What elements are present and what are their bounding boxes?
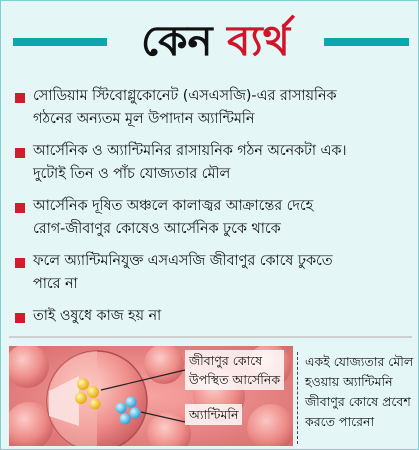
- bullet-line: গঠনের অন্যতম মূল উপাদান অ্যান্টিমনি: [33, 111, 255, 127]
- title-left-rule: [13, 38, 107, 46]
- side-note-line: হওয়ায় অ্যান্টিমনি: [305, 374, 393, 389]
- bullet-line: রোগ-জীবাণুর কোষেও আর্সেনিক ঢুকে থাকে: [33, 221, 281, 237]
- arsenic-atom: [90, 399, 101, 410]
- arsenic-atom: [75, 392, 87, 404]
- bullet-square-icon: [15, 148, 25, 158]
- bullet-square-icon: [15, 203, 25, 213]
- header: [1, 7, 419, 75]
- arsenic-atom: [87, 386, 99, 398]
- bullet-line: দুটোই তিন ও পাঁচ যোজ্যতার মৌল: [33, 166, 231, 182]
- bullet-line: পারে না: [33, 276, 78, 292]
- antimony-atom: [130, 408, 141, 419]
- bullet-list: [15, 85, 413, 337]
- title-right-rule: [324, 38, 409, 46]
- bullet-line: আর্সেনিক দূষিত অঞ্চলে কালাজ্বর আক্রান্তের দেহে: [33, 198, 314, 214]
- diagram-panel: [9, 336, 412, 446]
- antimony-atom: [126, 397, 137, 408]
- bullet-line: ফলে অ্যান্টিমনিযুক্ত এসএসজি জীবাণুর কোষে ঢুকতে: [33, 253, 333, 269]
- side-note-line: একই যোজ্যতার মৌল: [305, 354, 414, 369]
- list-item: [15, 305, 413, 328]
- side-note-line: করতে পারেনা: [305, 414, 375, 429]
- arsenic-label-line: জীবাণুর কোষে: [189, 353, 263, 368]
- antimony-atom: [116, 403, 127, 414]
- list-item: [15, 85, 413, 131]
- page-title: [107, 7, 324, 75]
- bullet-square-icon: [15, 258, 25, 268]
- antimony-label: অ্যান্টিমনি: [185, 404, 242, 425]
- arsenic-atom: [77, 378, 89, 390]
- list-item: [15, 140, 413, 186]
- dashed-divider: [297, 352, 298, 444]
- arsenic-label: [185, 350, 284, 390]
- bullet-line: আর্সেনিক ও অ্যান্টিমনির রাসায়নিক গঠন অনেকটা এক।: [33, 143, 347, 159]
- title-word-ken: কেন: [141, 16, 213, 65]
- bullet-line: সোডিয়াম স্টিবোগ্লুকোনেট (এসএসজি)-এর রাসায়নিক: [33, 88, 337, 104]
- bullet-square-icon: [15, 313, 25, 323]
- antimony-atom: [120, 414, 131, 425]
- bullet-line: তাই ওষুধে কাজ হয় না: [33, 308, 162, 324]
- side-note: [305, 352, 415, 432]
- bullet-square-icon: [15, 93, 25, 103]
- list-item: [15, 250, 413, 296]
- list-item: [15, 195, 413, 241]
- arsenic-label-line: উপস্থিত আর্সেনিক: [189, 372, 281, 387]
- side-note-line: জীবাণুর কোষে প্রবেশ: [305, 394, 411, 409]
- title-word-byartho: ব্যর্থ: [227, 16, 290, 65]
